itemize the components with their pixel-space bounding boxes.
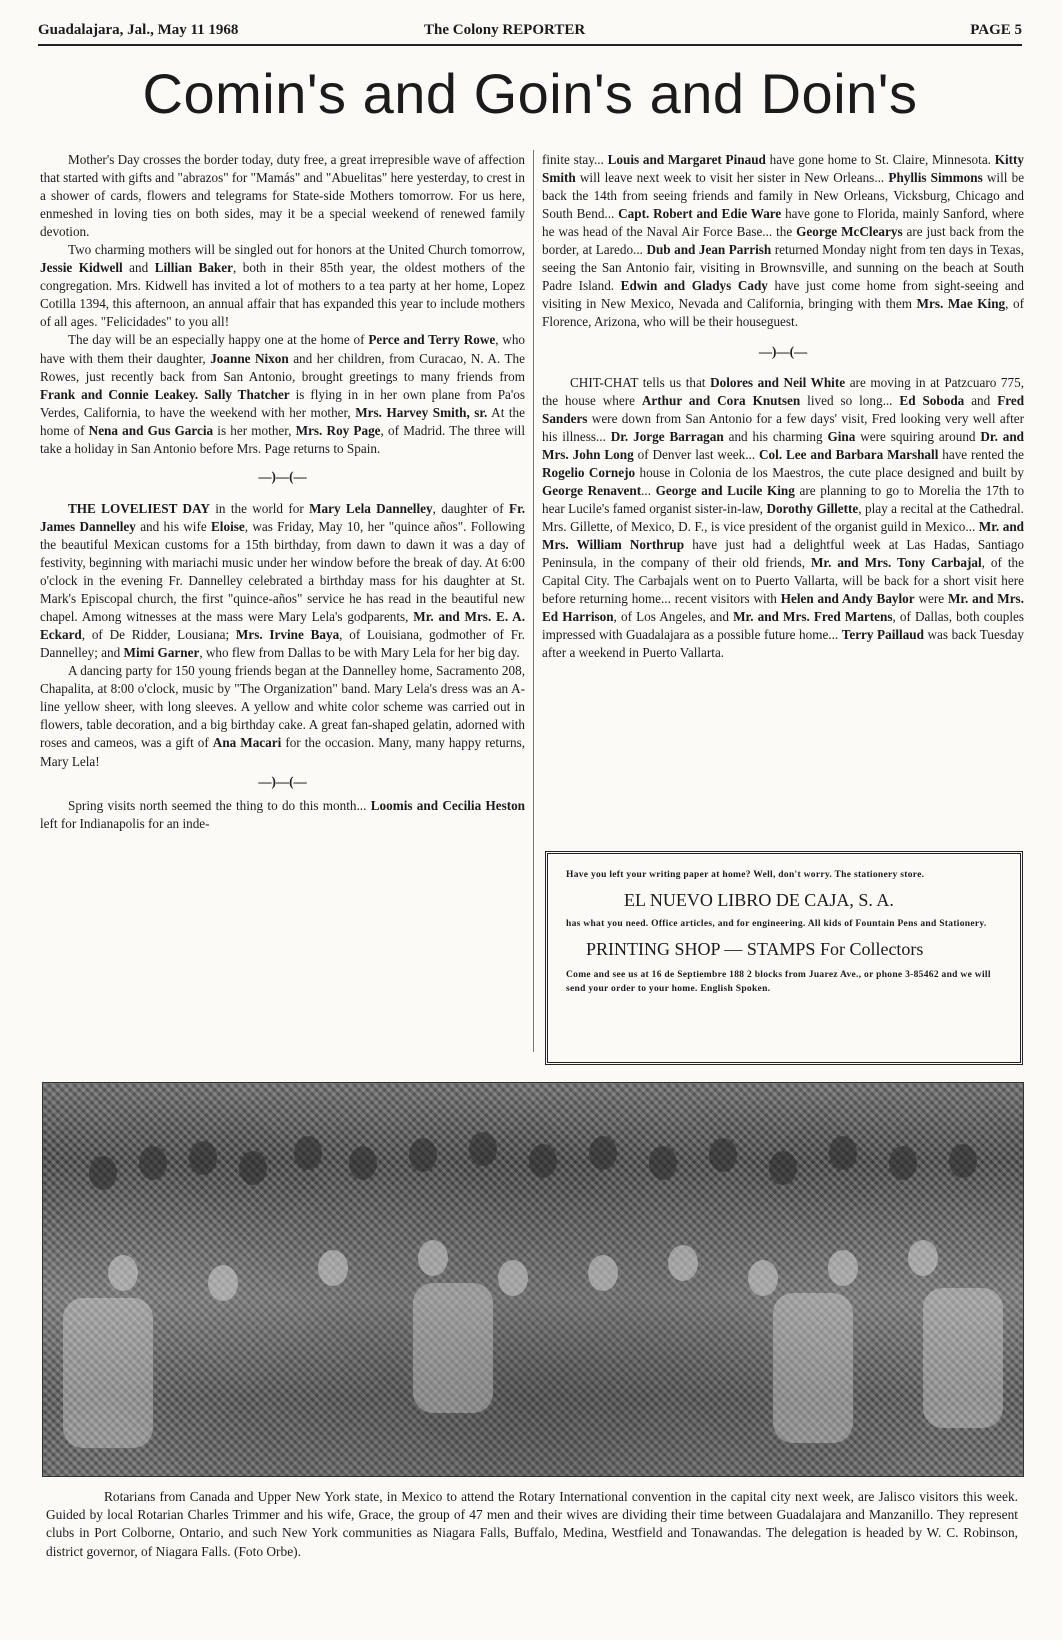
dateline: Guadalajara, Jal., May 11 1968 xyxy=(38,22,239,38)
group-photo-figures xyxy=(43,1083,1023,1476)
paragraph: A dancing party for 150 young friends began at the Dannelley home, Sacramento 208, Chapalita, at 8:00 o'clock, music by "The Organization" band. Mary Lela's dress was an A-line yellow sheer, with long sleeves. A yellow and white color scheme was carried out in flowers, table decoration, and a big birthday cake. A great fan-shaped gelatin, adorned with roses and cameos, was a gift of Ana Macari for the occasion. Many, many happy returns, Mary Lela! xyxy=(40,663,526,769)
newspaper-name: The Colony REPORTER xyxy=(424,22,586,38)
right-column xyxy=(542,151,1024,662)
ad-address: Come and see us at 16 de Septiembre 188 2 blocks from Juarez Ave., or phone 3-85462 and we will send your order to your home. English Spoken. xyxy=(566,970,991,994)
page-header xyxy=(38,18,1022,46)
paragraph: The day will be an especially happy one at the home of Perce and Terry Rowe, who have with them their daughter, Joanne Nixon and her children, from Curacao, N. A. The Rowes, just recently back from San Antonio, brought greetings to many friends from Frank and Connie Leakey. Sally Thatcher is flying in in her own plane from Pa'os Verdes, California, to have the weekend with her mother, Mrs. Harvey Smith, sr. At the home of Nena and Gus Garcia is her mother, Mrs. Roy Page, of Madrid. The three will take a holiday in San Antonio before Mrs. Page returns to Spain. xyxy=(40,332,526,456)
paragraph: Mother's Day crosses the border today, duty free, a great irrepresible wave of affection that started with gifts and "abrazos" for "Mamás" and "Abuelitas" here yesterday, to crest in a shower of cards, flowers and telegrams for State-side Mothers tomorrow. For us here, enmeshed in loving ties on both sides, may it be a special weekend of renewed family devotion. xyxy=(40,152,525,240)
ad-offer: has what you need. Office articles, and for engineering. All kids of Fountain Pens and Stationery. xyxy=(566,919,987,929)
ad-intro: Have you left your writing paper at home? Well, don't worry. The stationery store. xyxy=(566,870,925,880)
separator: —)—(— xyxy=(258,773,307,789)
column-title: Comin's and Goin's and Doin's xyxy=(142,62,918,125)
left-column xyxy=(40,151,525,833)
separator: —)—(— xyxy=(258,468,307,484)
paragraph: Spring visits north seemed the thing to do this month... Loomis and Cecilia Heston left for Indianapolis for an inde- xyxy=(40,797,526,831)
ad-store-name: EL NUEVO LIBRO DE CAJA, S. A. xyxy=(624,890,894,910)
group-photo xyxy=(42,1082,1024,1477)
photo-caption: Rotarians from Canada and Upper New York state, in Mexico to attend the Rotary International convention in the capital city next week, are Jalisco visitors this week. Guided by local Rotarian Charles Trimmer and his wife, Grace, the group of 47 men and their wives are dividing their time between Guadalajara and Manzanillo. They represent clubs in Port Colborne, Ontario, and such New York communities as Niagara Falls, Buffalo, Medina, Westfield and Tonawandas. The delegation is headed by W. C. Robinson, district governor, of Niagara Falls. (Foto Orbe). xyxy=(46,1489,1018,1559)
ad-printing-shop: PRINTING SHOP — STAMPS For Collectors xyxy=(586,939,924,959)
page-number: PAGE 5 xyxy=(970,22,1022,38)
separator: —)—(— xyxy=(758,344,808,360)
stationery-advertisement xyxy=(545,851,1023,1065)
paragraph: Two charming mothers will be singled out for honors at the United Church tomorrow, Jessie Kidwell and Lillian Baker, both in their 85th year, the oldest mothers of the congregation. Mrs. Kidwell has invited a lot of mothers to a tea party at her home, Lopez Cotilla 1394, this afternoon, an annual affair that has expanded this year to include mothers of all ages. "Felicidades" to you all! xyxy=(40,242,526,330)
column-divider xyxy=(533,150,534,1052)
paragraph: THE LOVELIEST DAY in the world for Mary Lela Dannelley, daughter of Fr. James Dannelley and his wife Eloise, was Friday, May 10, her "quince años". Following the beautiful Mexican customs for a 15th birthday, from dawn to dawn it was a day of festivity, beginning with mariachi music under her window before the break of day. At 6:00 o'clock in the evening Fr. Dannelley celebrated a birthday mass for his daughter at St. Mark's Episcopal church, the first "quince-años" service he has read in the beautiful new chapel. Among witnesses at the mass were Mary Lela's godparents, Mr. and Mrs. E. A. Eckard, of De Ridder, Lousiana; Mrs. Irvine Baya, of Louisiana, godmother of Fr. Dannelley; and Mimi Garner, who flew from Dallas to be with Mary Lela for her big day. xyxy=(40,500,526,661)
paragraph: CHIT-CHAT tells us that Dolores and Neil White are moving in at Patzcuaro 775, the house where Arthur and Cora Knutsen lived so long... Ed Soboda and Fred Sanders were down from San Antonio for a few days' visit, Fred looking very well after his illness... Dr. Jorge Barragan and his charming Gina were squiring around Dr. and Mrs. John Long of Denver last week... Col. Lee and Barbara Marshall have rented the Rogelio Cornejo house in Colonia de los Maestros, the cute place designed and built by George Renavent... George and Lucile King are planning to go to Morelia the 17th to hear Lucile's famed organist sister-in-law, Dorothy Gillette, play a recital at the Cathedral. Mrs. Gillette, of Mexico, D. F., is vice president of the organist guild in Mexico... Mr. and Mrs. William Northrup have just had a delightful week at Las Hadas, Santiago Peninsula, in the company of their old friends, Mr. and Mrs. Tony Carbajal, of the Capital City. The Carbajals went on to Puerto Vallarta, will be back for a short visit here before returning home... recent visitors with Helen and Andy Baylor were Mr. and Mrs. Ed Harrison, of Los Angeles, and Mr. and Mrs. Fred Martens, of Dallas, both couples impressed with Guadalajara as a possible future home... Terry Paillaud was back Tuesday after a weekend in Puerto Vallarta. xyxy=(542,374,1025,661)
paragraph: finite stay... Louis and Margaret Pinaud have gone home to St. Claire, Minnesota. Kitty Smith will leave next week to visit her sister in New Orleans... Phyllis Simmons will be back the 14th from seeing friends and family in New Orleans, Vicksburg, Chicago and South Bend... Capt. Robert and Edie Ware have gone to Florida, mainly Sanford, where he was head of the Naval Air Force Base... the George McClearys are just back from the border, at Laredo... Dub and Jean Parrish returned Monday night from ten days in Texas, seeing the San Antonio fair, visiting in Brownsville, and sunning on the beach at South Padre Island. Edwin and Gladys Cady have just come home from sight-seeing and visiting in New Mexico, Nevada and California, bringing with them Mrs. Mae King, of Florence, Arizona, who will be their houseguest. xyxy=(542,152,1025,330)
